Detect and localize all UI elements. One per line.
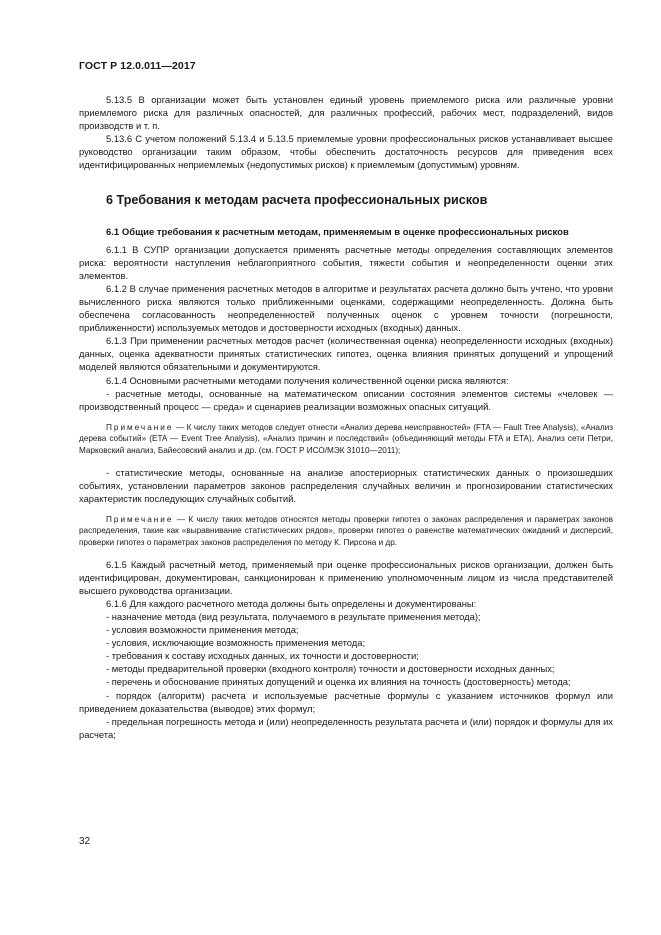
list-item: - порядок (алгоритм) расчета и используемые расчетные формулы с указанием источников формул или приведением доказательства (выводов) этих формул; bbox=[79, 689, 613, 714]
paragraph-5-13-5: 5.13.5 В организации может быть установлен единый уровень приемлемого риска или различные уровни приемлемого риска для различных опасностей, для различных профессий, рабочих мест, подразделений, видов производств и т. п. bbox=[79, 94, 613, 132]
paragraph-6-1-2: 6.1.2 В случае применения расчетных методов в алгоритме и результатах расчета должно быть учтено, что уровни вычисленного риска являются только приближенными оценками, содержащими неопределенность. Должна быть обеспечена согласованность неопределенностей полученных оценок с уровнем точности (погрешности, приближенности) используемых методов и достоверности исходных (входных) данных. bbox=[79, 282, 613, 334]
note-2 bbox=[79, 514, 613, 549]
document-body bbox=[79, 93, 613, 741]
paragraph-6-1-6: 6.1.6 Для каждого расчетного метода должны быть определены и документированы: bbox=[106, 597, 477, 609]
list-item: - методы предварительной проверки (входного контроля) точности и достоверности исходных данных; bbox=[106, 663, 555, 675]
page-number: 32 bbox=[79, 836, 91, 847]
paragraph-6-1-3: 6.1.3 При применении расчетных методов расчет (количественная оценка) неопределенности исходных (входных) данных, оценка адекватности принятых статистических гипотез, оценка влияния принятых допущений и упрощений моделей являются обязательными и документируются. bbox=[79, 335, 613, 373]
list-item-calc-methods: - расчетные методы, основанные на математическом описании состояния элементов системы «человек — производственный процесс — среда» и сценариев реализации возможных опасных ситуаций. bbox=[79, 387, 613, 412]
note-1-label: Примечание bbox=[106, 422, 174, 432]
list-item: - назначение метода (вид результата, получаемого в результате применения метода); bbox=[106, 611, 481, 622]
paragraph-6-1-1: 6.1.1 В СУПР организации допускается применять расчетные методы определения составляющих элементов риска: вероятности наступления неблагоприятного события, тяжести события и неопределенности оценки этих элементов. bbox=[79, 243, 613, 281]
paragraph-5-13-6: 5.13.6 С учетом положений 5.13.4 и 5.13.5 приемлемые уровни профессиональных рисков устанавливает высшее руководство организации таким образом, чтобы обеспечить достаточность ресурсов для приведения всех идентифицированных неприемлемых (недопустимых рисков) к приемлемым (допустимым) уровням. bbox=[79, 133, 613, 171]
list-item: - условия возможности применения метода; bbox=[106, 624, 299, 636]
list-item: - требования к составу исходных данных, их точности и достоверности; bbox=[106, 650, 419, 662]
list-item: - перечень и обоснование принятых допущений и оценка их влияния на точность (достоверность) метода; bbox=[106, 676, 571, 688]
paragraph-6-1-4: 6.1.4 Основными расчетными методами получения количественной оценки риска являются: bbox=[106, 374, 509, 386]
note-2-label: Примечание bbox=[106, 514, 174, 524]
document-header: ГОСТ Р 12.0.011—2017 bbox=[79, 60, 196, 72]
list-item: - условия, исключающие возможность применения метода; bbox=[106, 637, 366, 649]
note-1 bbox=[79, 422, 613, 457]
section-title: 6 Требования к методам расчета профессиональных рисков bbox=[106, 192, 488, 207]
paragraph-6-1-5: 6.1.5 Каждый расчетный метод, применяемый при оценке профессиональных рисков организации, должен быть идентифицирован, документирован, санкционирован к применению уполномоченным лицом из числа представителей высшего руководства организации. bbox=[79, 558, 613, 596]
note-2-text: — К числу таких методов относятся методы проверки гипотез о законах распределения и параметрах законов распределения, такие как «выравнивание статистических рядов», проверки гипотез о равенстве математических ожиданий и дисперсий, проверки гипотез о параметрах законов распределения по методу К. Пирсона и др. bbox=[79, 514, 613, 548]
list-item: - предельная погрешность метода и (или) неопределенность результата расчета и (или) порядок и формулы для их расчета; bbox=[79, 715, 613, 740]
subsection-title: 6.1 Общие требования к расчетным методам, применяемым в оценке профессиональных рисков bbox=[106, 226, 569, 238]
note-1-text: — К числу таких методов следует отнести «Анализ дерева неисправностей» (FTA — Fault Tree Analysis), «Анализ дерева событий» (ETA — Event Tree Analysis), «Анализ причин и последствий» (объединяющий методы FTA и ETA), Анализ сети Петри, Марковский анализ, Байесовский анализ и др. (см. ГОСТ Р ИСО/МЭК 31010—2011); bbox=[79, 422, 613, 455]
list-item-stat-methods: - статистические методы, основанные на анализе апостериорных статистических данных о произошедших событиях, установлении параметров законов распределения случайных величин и прогнозировании статистических характеристик последующих случайных событий. bbox=[79, 466, 613, 504]
